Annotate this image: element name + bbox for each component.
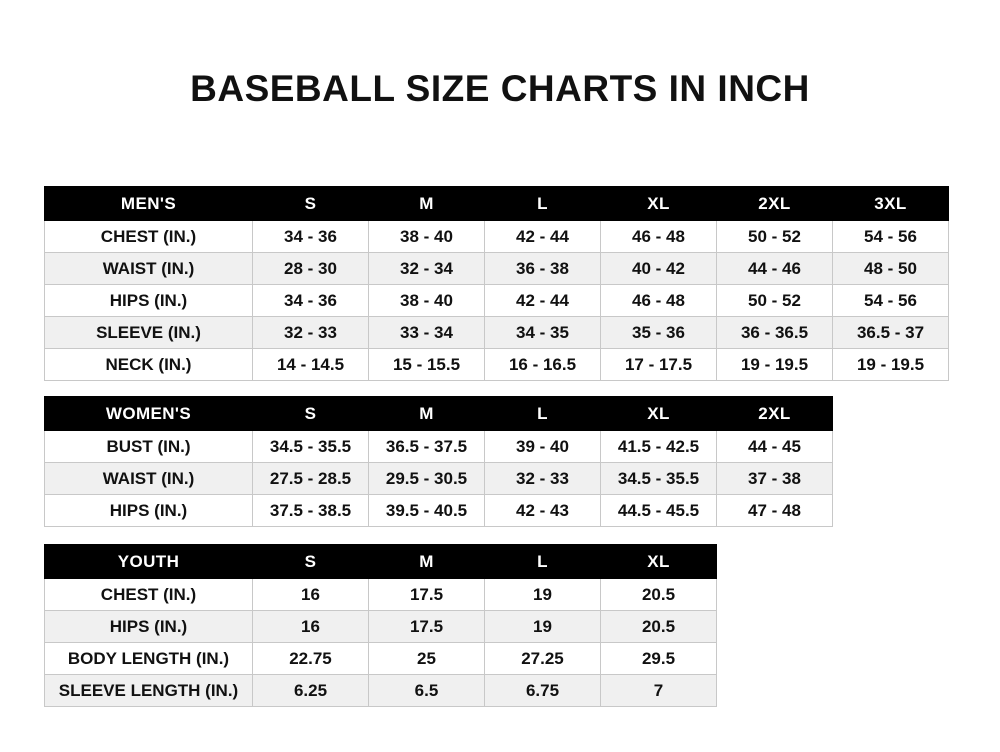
table-row [45, 643, 717, 675]
mens-header-l: L [485, 187, 601, 221]
cell: 34.5 - 35.5 [253, 431, 369, 463]
cell: 50 - 52 [717, 285, 833, 317]
cell: 22.75 [253, 643, 369, 675]
mens-header-3xl: 3XL [833, 187, 949, 221]
cell: 6.5 [369, 675, 485, 707]
cell: 42 - 43 [485, 495, 601, 527]
cell: 54 - 56 [833, 285, 949, 317]
cell: 36 - 36.5 [717, 317, 833, 349]
cell: 28 - 30 [253, 253, 369, 285]
mens-header-2xl: 2XL [717, 187, 833, 221]
cell: 36.5 - 37.5 [369, 431, 485, 463]
row-label: BODY LENGTH (IN.) [45, 643, 253, 675]
youth-header-row [45, 545, 717, 579]
row-label: HIPS (IN.) [45, 285, 253, 317]
table-row [45, 675, 717, 707]
cell: 6.25 [253, 675, 369, 707]
cell: 39 - 40 [485, 431, 601, 463]
youth-header-m: M [369, 545, 485, 579]
table-row [45, 611, 717, 643]
table-row [45, 349, 949, 381]
cell: 32 - 33 [253, 317, 369, 349]
row-label: WAIST (IN.) [45, 463, 253, 495]
row-label: SLEEVE LENGTH (IN.) [45, 675, 253, 707]
cell: 19 [485, 579, 601, 611]
cell: 29.5 [601, 643, 717, 675]
cell: 42 - 44 [485, 221, 601, 253]
cell: 33 - 34 [369, 317, 485, 349]
row-label: CHEST (IN.) [45, 579, 253, 611]
cell: 32 - 33 [485, 463, 601, 495]
cell: 27.5 - 28.5 [253, 463, 369, 495]
cell: 14 - 14.5 [253, 349, 369, 381]
row-label: CHEST (IN.) [45, 221, 253, 253]
row-label: SLEEVE (IN.) [45, 317, 253, 349]
cell: 27.25 [485, 643, 601, 675]
cell: 46 - 48 [601, 285, 717, 317]
cell: 41.5 - 42.5 [601, 431, 717, 463]
cell: 17.5 [369, 611, 485, 643]
youth-size-table [44, 544, 717, 707]
cell: 34 - 36 [253, 221, 369, 253]
youth-header-category: YOUTH [45, 545, 253, 579]
cell: 44 - 46 [717, 253, 833, 285]
womens-header-row [45, 397, 833, 431]
cell: 34 - 35 [485, 317, 601, 349]
womens-header-category: WOMEN'S [45, 397, 253, 431]
cell: 25 [369, 643, 485, 675]
womens-header-xl: XL [601, 397, 717, 431]
womens-header-2xl: 2XL [717, 397, 833, 431]
table-row [45, 495, 833, 527]
cell: 36.5 - 37 [833, 317, 949, 349]
table-row [45, 463, 833, 495]
cell: 7 [601, 675, 717, 707]
cell: 20.5 [601, 611, 717, 643]
table-row [45, 253, 949, 285]
cell: 44 - 45 [717, 431, 833, 463]
cell: 36 - 38 [485, 253, 601, 285]
cell: 19 - 19.5 [717, 349, 833, 381]
cell: 54 - 56 [833, 221, 949, 253]
row-label: NECK (IN.) [45, 349, 253, 381]
mens-header-category: MEN'S [45, 187, 253, 221]
table-row [45, 285, 949, 317]
youth-header-l: L [485, 545, 601, 579]
cell: 6.75 [485, 675, 601, 707]
womens-size-table [44, 396, 833, 527]
row-label: WAIST (IN.) [45, 253, 253, 285]
mens-size-table [44, 186, 949, 381]
cell: 19 [485, 611, 601, 643]
cell: 47 - 48 [717, 495, 833, 527]
cell: 38 - 40 [369, 285, 485, 317]
cell: 15 - 15.5 [369, 349, 485, 381]
mens-header-m: M [369, 187, 485, 221]
table-row [45, 317, 949, 349]
page-title: BASEBALL SIZE CHARTS IN INCH [190, 68, 810, 109]
cell: 32 - 34 [369, 253, 485, 285]
cell: 38 - 40 [369, 221, 485, 253]
cell: 42 - 44 [485, 285, 601, 317]
cell: 17.5 [369, 579, 485, 611]
cell: 37.5 - 38.5 [253, 495, 369, 527]
womens-header-l: L [485, 397, 601, 431]
womens-header-s: S [253, 397, 369, 431]
row-label: HIPS (IN.) [45, 495, 253, 527]
cell: 39.5 - 40.5 [369, 495, 485, 527]
mens-header-xl: XL [601, 187, 717, 221]
cell: 20.5 [601, 579, 717, 611]
table-row [45, 431, 833, 463]
cell: 16 - 16.5 [485, 349, 601, 381]
cell: 34 - 36 [253, 285, 369, 317]
youth-header-xl: XL [601, 545, 717, 579]
womens-header-m: M [369, 397, 485, 431]
mens-header-s: S [253, 187, 369, 221]
table-row [45, 579, 717, 611]
cell: 19 - 19.5 [833, 349, 949, 381]
cell: 35 - 36 [601, 317, 717, 349]
row-label: BUST (IN.) [45, 431, 253, 463]
youth-header-s: S [253, 545, 369, 579]
cell: 16 [253, 611, 369, 643]
cell: 48 - 50 [833, 253, 949, 285]
cell: 40 - 42 [601, 253, 717, 285]
cell: 16 [253, 579, 369, 611]
cell: 29.5 - 30.5 [369, 463, 485, 495]
cell: 17 - 17.5 [601, 349, 717, 381]
cell: 37 - 38 [717, 463, 833, 495]
cell: 34.5 - 35.5 [601, 463, 717, 495]
table-row [45, 221, 949, 253]
row-label: HIPS (IN.) [45, 611, 253, 643]
mens-header-row [45, 187, 949, 221]
cell: 46 - 48 [601, 221, 717, 253]
cell: 44.5 - 45.5 [601, 495, 717, 527]
cell: 50 - 52 [717, 221, 833, 253]
